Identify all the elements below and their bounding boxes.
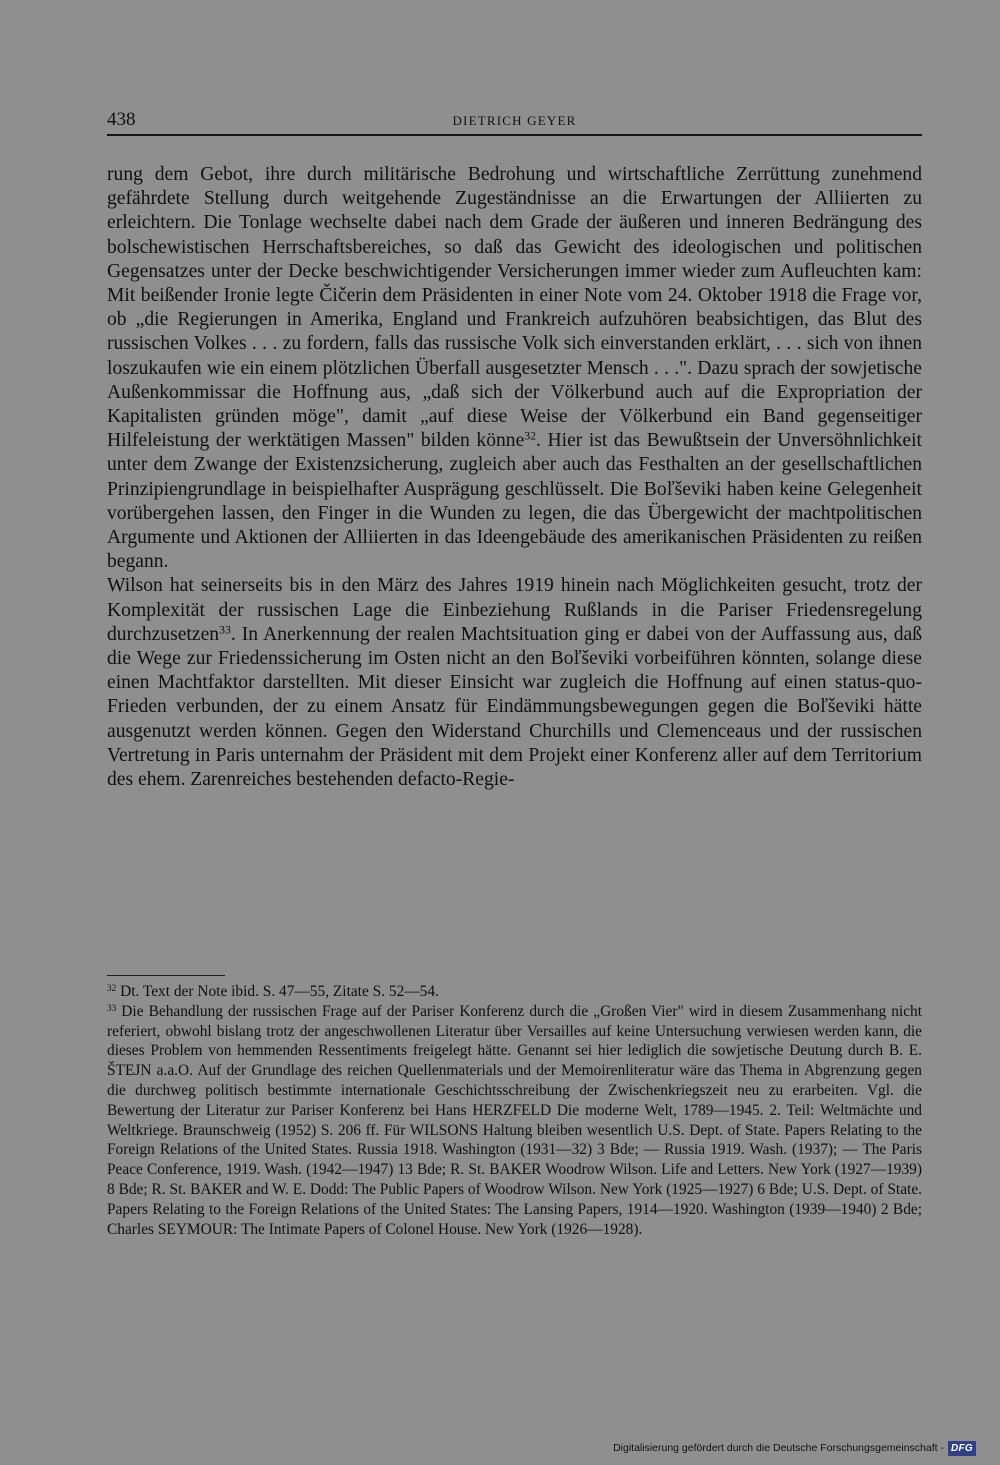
dfg-logo-icon[interactable]: DFG bbox=[948, 1441, 976, 1456]
paragraph-1-text: rung dem Gebot, ihre durch militärische Bedrohung und wirtschaftliche Zerrüttung zunehmend gefährdete Stellung durch weitgehende Zugeständnisse an die Erwartungen der Alliierten zu erleichtern. Die Tonlage wechselte dabei nach dem Grade der äußeren und inneren Bedrängung des bolschewistischen Herrschaftsbereiches, so daß das Gewicht des ideologischen und politischen Gegensatzes unter der Decke beschwichtigender Versicherungen immer wieder zum Aufleuchten kam: Mit beißender Ironie legte Čičerin dem Präsidenten in einer Note vom 24. Oktober 1918 die Frage vor, ob „die Regierungen in Amerika, England und Frankreich aufzuhören beabsichtigen, das Blut des russischen Volkes . . . zu fordern, falls das russische Volk sich einverstanden erklärt, . . . sich von ihnen loszukaufen wie ein einem plötzlichen Überfall ausgesetzter Mensch . . .". Dazu sprach der sowjetische Außenkommissar die Hoffnung aus, „daß sich der Völkerbund auch auf die Expropriation der Kapitalisten gründen möge", damit „auf diese Weise der Völkerbund ein Band gegenseitiger Hilfeleistung der werktätigen Massen" bilden könne bbox=[107, 164, 922, 452]
paragraph-2-text: Wilson hat seinerseits bis in den März des Jahres 1919 hinein nach Möglichkeiten gesucht, trotz der Komplexität der russischen Lage die Einbeziehung Rußlands in die Pariser Friedensregelung durchzusetzen bbox=[107, 575, 922, 645]
paragraph-2-continuation: . In Anerkennung der realen Machtsituation ging er dabei von der Auffassung aus, daß die Wege zur Friedenssicherung im Osten nicht an den Boľševiki vorbeiführen könnten, solange diese einen Machtfaktor darstellten. Mit dieser Einsicht war zugleich die Hoffnung auf einen status-quo-Frieden verbunden, der zu einem Ansatz für Eindämmungsbewegungen gegen die Boľševiki hätte ausgenutzt werden können. Gegen den Widerstand Churchills und Clemenceaus und der russischen Vertretung in Paris unternahm der Präsident mit dem Projekt einer Konferenz aller auf dem Territorium des ehem. Zarenreiches bestehenden defacto-Regie- bbox=[107, 623, 922, 791]
footnote-ref-33[interactable]: 33 bbox=[219, 623, 231, 637]
digitization-credit bbox=[613, 1440, 976, 1456]
footnote-marker: 32 bbox=[107, 982, 117, 993]
header-rule bbox=[107, 134, 922, 136]
footnote-rule bbox=[107, 975, 225, 976]
footnote-33 bbox=[107, 1002, 922, 1240]
footnote-ref-32[interactable]: 32 bbox=[524, 429, 537, 443]
footnote-marker: 33 bbox=[107, 1002, 117, 1013]
page-header bbox=[107, 108, 922, 132]
body-text bbox=[107, 163, 922, 792]
paragraph-1 bbox=[107, 163, 922, 574]
footnote-text: Die Behandlung der russischen Frage auf der Pariser Konferenz durch die „Großen Vier" wird in diesem Zusammenhang nicht referiert, obwohl bislang trotz der angeschwollenen Literatur über Versailles auf keine Untersuchung verwiesen werden kann, die dieses Problem von hemmenden Ressentiments freigelegt hätte. Genannt sei hier lediglich die sowjetische Deutung durch B. E. ŠTEJN a.a.O. Auf der Grundlage des reichen Quellenmaterials und der Memoirenliteratur wäre das Thema in Abgrenzung gegen die durchweg politisch bestimmte internationale Geschichtsschreibung der Zwischenkriegszeit neu zu erarbeiten. Vgl. die Bewertung der Literatur zur Pariser Konferenz bei Hans HERZFELD Die moderne Welt, 1789—1945. 2. Teil: Weltmächte und Weltkriege. Braunschweig (1952) S. 206 ff. Für WILSONS Haltung bleiben wesentlich U.S. Dept. of State. Papers Relating to the Foreign Relations of the United States. Russia 1918. Washington (1931—32) 3 Bde; — Russia 1919. Wash. (1937); — The Paris Peace Conference, 1919. Wash. (1942—1947) 13 Bde; R. St. BAKER Woodrow Wilson. Life and Letters. New York (1927—1939) 8 Bde; R. St. BAKER and W. E. Dodd: The Public Papers of Woodrow Wilson. New York (1925—1927) 6 Bde; U.S. Dept. of State. Papers Relating to the Foreign Relations of the United States: The Lansing Papers, 1914—1920. Washington (1939—1940) 2 Bde; Charles SEYMOUR: The Intimate Papers of Colonel House. New York (1926—1928). bbox=[107, 1002, 922, 1238]
credit-text: Digitalisierung gefördert durch die Deutsche Forschungsgemeinschaft - bbox=[613, 1442, 944, 1454]
paragraph-1-continuation: . Hier ist das Bewußtsein der Unversöhnlichkeit unter dem Zwange der Existenzsicherung, zugleich aber auch das Festhalten an der gesellschaftlichen Prinzipiengrundlage in beispielhafter Ausprägung geschlüsselt. Die Boľševiki haben keine Gelegenheit vorübergehen lassen, den Finger in die Wunden zu legen, die das Übergewicht der machtpolitischen Argumente und Aktionen der Alliierten in das Ideengebäude des amerikanischen Präsidenten zu reißen begann. bbox=[107, 430, 922, 573]
running-head: DIETRICH GEYER bbox=[452, 113, 577, 128]
footnote-text: Dt. Text der Note ibid. S. 47—55, Zitate S. 52—54. bbox=[116, 983, 439, 1000]
paragraph-2 bbox=[107, 574, 922, 792]
page-number: 438 bbox=[107, 109, 136, 130]
footnote-32 bbox=[107, 982, 922, 1002]
footnotes bbox=[107, 982, 922, 1239]
